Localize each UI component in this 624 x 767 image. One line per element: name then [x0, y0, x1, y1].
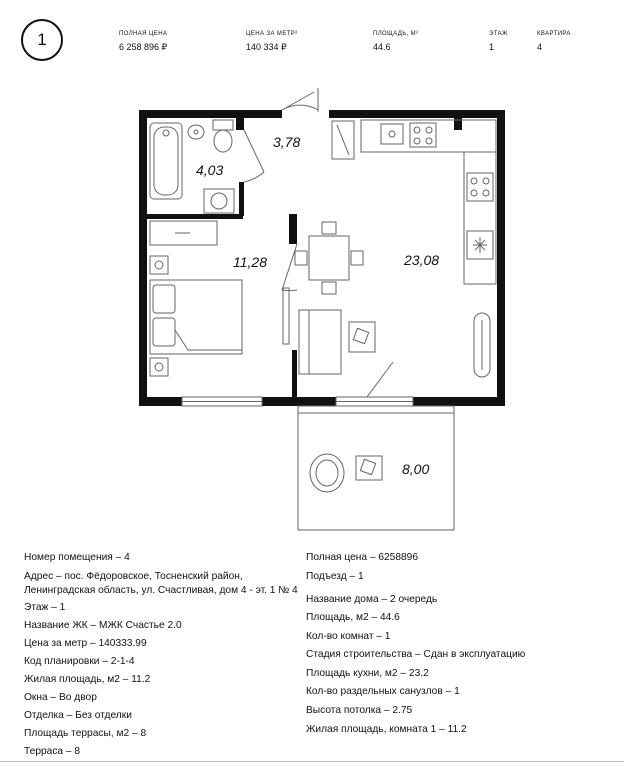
- header-value: 140 334 ₽: [246, 42, 287, 52]
- wall: [497, 110, 505, 406]
- header-apartment: [537, 31, 571, 52]
- room-labels: [196, 134, 439, 477]
- info-line: Площадь, м2 – 44.6: [306, 612, 400, 623]
- terrace-table-item: [360, 459, 375, 474]
- room-area-terrace: 8,00: [402, 461, 430, 477]
- terrace-table: [356, 456, 382, 480]
- burner: [483, 178, 489, 184]
- burner: [426, 127, 432, 133]
- wall: [292, 350, 297, 398]
- header-floor: [489, 31, 508, 52]
- wall: [139, 397, 182, 406]
- burner: [471, 178, 477, 184]
- armchair-seat: [353, 328, 368, 343]
- info-line: Номер помещения – 4: [24, 552, 130, 563]
- desk: [283, 288, 289, 344]
- sink: [188, 125, 204, 139]
- header-value: 1: [489, 42, 495, 52]
- wall: [454, 116, 462, 130]
- terrace: [298, 406, 454, 530]
- info-line: Терраса – 8: [24, 746, 81, 757]
- room-area-bathroom: 4,03: [196, 162, 224, 178]
- info-line: Полная цена – 6258896: [306, 552, 419, 563]
- burner: [483, 190, 489, 196]
- entrance-door-swing: [282, 92, 318, 110]
- info-line: Название дома – 2 очередь: [306, 594, 438, 605]
- info-line: Код планировки – 2-1-4: [24, 656, 135, 667]
- dining-table: [309, 236, 349, 280]
- header-label: ЦЕНА ЗА МЕТР²: [246, 31, 298, 37]
- info-line: Площадь террасы, м2 – 8: [24, 728, 147, 739]
- bed: [150, 280, 242, 354]
- header-area: [373, 31, 418, 52]
- info-line: Высота потолка – 2.75: [306, 705, 413, 716]
- floor-plan: [0, 70, 624, 545]
- info-line: Отделка – Без отделки: [24, 710, 132, 721]
- wall: [262, 397, 336, 406]
- bottom-divider: [0, 761, 624, 762]
- cooktop: [410, 123, 436, 147]
- info-line: Ленинградская область, ул. Счастливая, дом 4 - эт. 1 № 4: [24, 585, 298, 596]
- info-line: Жилая площадь, комната 1 – 11.2: [306, 724, 467, 735]
- floor-plan-drawing: [0, 70, 624, 545]
- wall: [329, 110, 505, 118]
- header-label: ЭТАЖ: [489, 31, 508, 37]
- wall: [289, 214, 297, 244]
- header-value: 6 258 896 ₽: [119, 42, 168, 52]
- info-line: Цена за метр – 140333.99: [24, 638, 147, 649]
- toilet-tank: [213, 120, 233, 130]
- info-line: Подъезд – 1: [306, 571, 364, 582]
- blanket-fold: [175, 330, 242, 350]
- bathroom-door-swing: [244, 130, 264, 182]
- oven: [467, 173, 493, 201]
- header: [0, 0, 624, 70]
- wall: [139, 110, 147, 406]
- armchair: [349, 322, 375, 352]
- washing-machine-drum: [211, 193, 227, 209]
- walls: [139, 110, 505, 406]
- nightstand: [150, 256, 168, 274]
- sofa: [299, 310, 341, 374]
- wall: [147, 214, 243, 219]
- header-value: 4: [537, 42, 543, 52]
- info-line: Жилая площадь, м2 – 11.2: [24, 674, 151, 685]
- bathtub-inner: [154, 127, 178, 195]
- chair: [322, 222, 336, 234]
- bathtub-drain: [163, 130, 169, 136]
- room-area-hall: 3,78: [273, 134, 301, 150]
- info-line: Название ЖК – МЖК Счастье 2.0: [24, 620, 182, 631]
- toilet-bowl: [214, 130, 232, 152]
- terrace-door-swing: [367, 362, 400, 397]
- chair: [351, 251, 363, 265]
- info-line: Площадь кухни, м2 – 23.2: [306, 668, 429, 679]
- sofa-back: [299, 310, 309, 374]
- apartment-number-badge: [21, 19, 63, 61]
- pillow: [153, 285, 175, 313]
- header-price-per-meter: [246, 31, 298, 53]
- kitchen-side-counter: [464, 152, 496, 284]
- info-line: Кол-во комнат – 1: [306, 631, 391, 642]
- kitchen-sink-drain: [389, 131, 395, 137]
- sink-drain: [194, 130, 198, 134]
- room-area-bedroom: 11,28: [233, 254, 267, 270]
- chair: [295, 251, 307, 265]
- room-area-kitchen-living: 23,08: [404, 252, 440, 268]
- burner: [471, 190, 477, 196]
- lamp: [155, 363, 163, 371]
- header-value: 44.6: [373, 42, 391, 52]
- header-label: ПЛОЩАДЬ, М²: [373, 31, 419, 37]
- header-label: КВАРТИРА: [537, 31, 571, 37]
- lamp: [155, 261, 163, 269]
- wall: [239, 182, 244, 216]
- wall: [139, 110, 282, 118]
- terrace-chair-seat: [316, 460, 338, 486]
- burner: [426, 138, 432, 144]
- kitchen-sink: [381, 124, 403, 144]
- burner: [414, 138, 420, 144]
- burner: [414, 127, 420, 133]
- wall: [413, 397, 505, 406]
- pillow: [153, 318, 175, 346]
- snowflake-icon: [473, 237, 487, 253]
- info-line: Кол-во раздельных санузлов – 1: [306, 686, 460, 697]
- header-label: ПОЛНАЯ ЦЕНА: [119, 31, 168, 37]
- apartment-number: 1: [37, 30, 47, 49]
- wall: [236, 116, 244, 130]
- fixtures: [150, 88, 496, 530]
- info-line: Окна – Во двор: [24, 692, 97, 703]
- hanger-line: [337, 125, 349, 155]
- chair: [322, 282, 336, 294]
- info-line: Адрес – пос. Фёдоровское, Тосненский район,: [24, 571, 243, 582]
- nightstand: [150, 358, 168, 376]
- info-line: Стадия строительства – Сдан в эксплуатацию: [306, 649, 526, 660]
- info-line: Этаж – 1: [24, 602, 66, 613]
- header-full-price: [119, 31, 167, 53]
